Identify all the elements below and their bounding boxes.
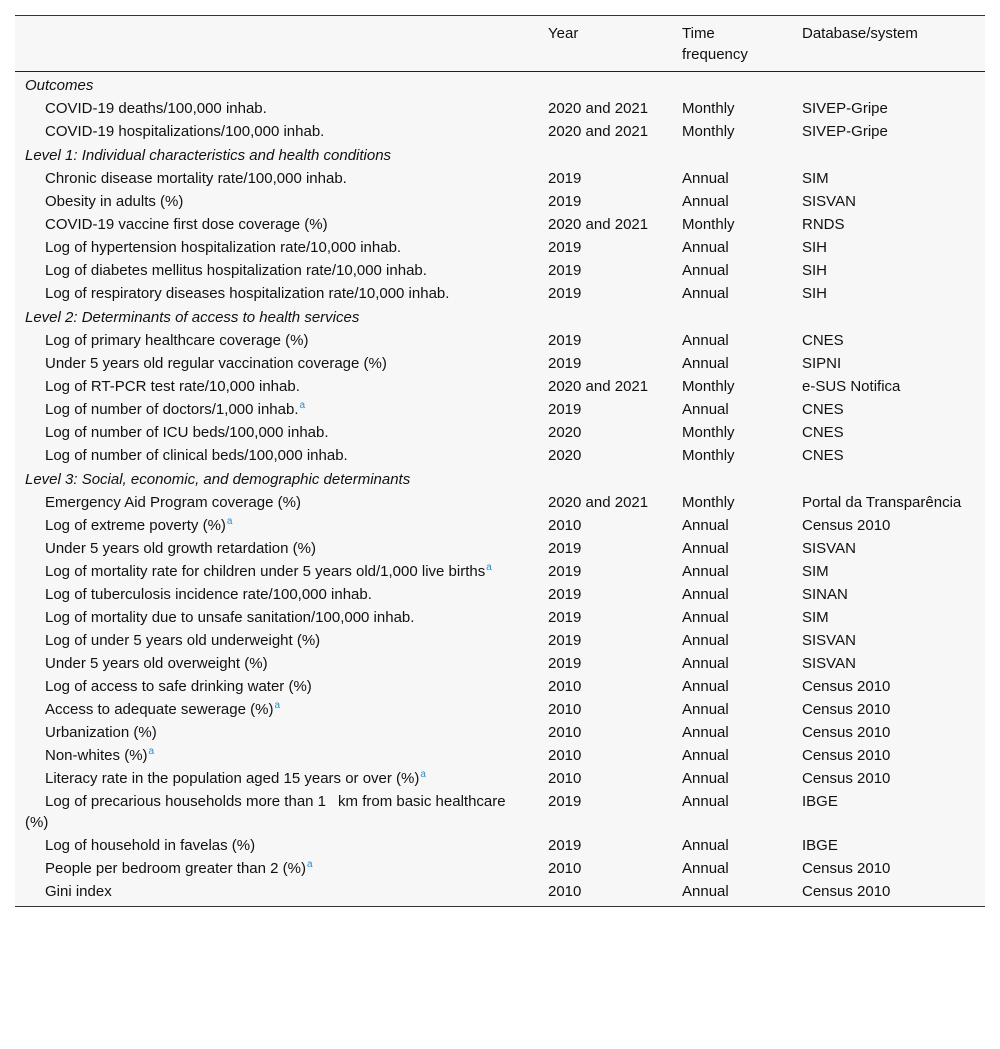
variable-name: Log of number of clinical beds/100,000 inhab. xyxy=(45,447,348,464)
variable-name: Log of mortality rate for children under 5 years old/1,000 live births xyxy=(45,563,486,580)
section-title: Outcomes xyxy=(25,77,94,94)
year-cell: 2020 and 2021 xyxy=(548,123,649,140)
database-cell: SIH xyxy=(802,262,828,279)
variable-name: Log of respiratory diseases hospitalization rate/10,000 inhab. xyxy=(45,285,450,302)
database-cell: Census 2010 xyxy=(802,678,891,695)
year-cell: 2019 xyxy=(548,193,582,210)
year-cell: 2010 xyxy=(548,860,582,877)
section-row xyxy=(15,467,985,491)
variable-cell xyxy=(15,560,538,583)
year-cell: 2019 xyxy=(548,837,582,854)
table-row xyxy=(15,514,985,537)
variable-cell xyxy=(15,537,538,560)
year-cell: 2019 xyxy=(548,332,582,349)
footnote-marker: a xyxy=(274,700,281,711)
frequency-cell: Annual xyxy=(682,285,729,302)
database-cell: SIM xyxy=(802,609,829,626)
database-cell: CNES xyxy=(802,424,844,441)
variable-name: Log of number of ICU beds/100,000 inhab. xyxy=(45,424,329,441)
year-cell: 2019 xyxy=(548,262,582,279)
variable-name: Obesity in adults (%) xyxy=(45,193,184,210)
table-row xyxy=(15,606,985,629)
table-row xyxy=(15,880,985,907)
frequency-cell: Annual xyxy=(682,517,729,534)
frequency-cell: Annual xyxy=(682,262,729,279)
variable-name: Log of diabetes mellitus hospitalization rate/10,000 inhab. xyxy=(45,262,427,279)
variable-cell xyxy=(15,514,538,537)
year-cell: 2020 and 2021 xyxy=(548,378,649,395)
variable-name: Under 5 years old overweight (%) xyxy=(45,655,268,672)
database-cell: Census 2010 xyxy=(802,883,891,900)
table-row xyxy=(15,190,985,213)
variable-name: Log of under 5 years old underweight (%) xyxy=(45,632,321,649)
database-cell: e-SUS Notifica xyxy=(802,378,901,395)
variable-name: Log of extreme poverty (%) xyxy=(45,517,226,534)
year-cell: 2010 xyxy=(548,770,582,787)
variable-name: COVID-19 hospitalizations/100,000 inhab. xyxy=(45,123,325,140)
year-cell: 2010 xyxy=(548,678,582,695)
frequency-cell: Monthly xyxy=(682,123,735,140)
variable-cell xyxy=(15,398,538,421)
frequency-cell: Annual xyxy=(682,355,729,372)
year-cell: 2019 xyxy=(548,586,582,603)
table-row xyxy=(15,120,985,143)
variable-cell xyxy=(15,721,538,744)
frequency-cell: Annual xyxy=(682,170,729,187)
database-cell: Census 2010 xyxy=(802,747,891,764)
variable-cell xyxy=(15,790,538,834)
database-cell: SISVAN xyxy=(802,193,856,210)
frequency-cell: Monthly xyxy=(682,100,735,117)
year-cell: 2019 xyxy=(548,563,582,580)
frequency-cell: Annual xyxy=(682,609,729,626)
year-cell: 2010 xyxy=(548,883,582,900)
header-database: Database/system xyxy=(802,25,918,42)
variable-cell xyxy=(15,652,538,675)
variable-cell xyxy=(15,767,538,790)
database-cell: SISVAN xyxy=(802,655,856,672)
year-cell: 2010 xyxy=(548,724,582,741)
variable-name: Log of tuberculosis incidence rate/100,000 inhab. xyxy=(45,586,372,603)
database-cell: SINAN xyxy=(802,586,848,603)
variable-name: Log of household in favelas (%) xyxy=(45,837,256,854)
variable-cell xyxy=(15,444,538,467)
table-row xyxy=(15,675,985,698)
variable-cell xyxy=(15,329,538,352)
year-cell: 2019 xyxy=(548,239,582,256)
frequency-cell: Monthly xyxy=(682,424,735,441)
frequency-cell: Monthly xyxy=(682,378,735,395)
year-cell: 2019 xyxy=(548,655,582,672)
footnote-marker: a xyxy=(299,400,306,411)
table-row xyxy=(15,491,985,514)
table-row xyxy=(15,259,985,282)
frequency-cell: Annual xyxy=(682,655,729,672)
database-cell: SIVEP-Gripe xyxy=(802,100,888,117)
database-cell: IBGE xyxy=(802,793,838,810)
frequency-cell: Annual xyxy=(682,678,729,695)
year-cell: 2019 xyxy=(548,285,582,302)
variable-cell xyxy=(15,213,538,236)
variable-name: Urbanization (%) xyxy=(45,724,157,741)
variable-cell xyxy=(15,421,538,444)
year-cell: 2020 xyxy=(548,447,582,464)
frequency-cell: Monthly xyxy=(682,447,735,464)
frequency-cell: Annual xyxy=(682,193,729,210)
variable-name: Log of primary healthcare coverage (%) xyxy=(45,332,309,349)
database-cell: Census 2010 xyxy=(802,770,891,787)
table-row xyxy=(15,652,985,675)
table-row xyxy=(15,352,985,375)
year-cell: 2010 xyxy=(548,517,582,534)
footnote-marker: a xyxy=(420,769,426,780)
variable-cell xyxy=(15,120,538,143)
frequency-cell: Annual xyxy=(682,860,729,877)
database-cell: SIH xyxy=(802,239,828,256)
year-cell: 2020 and 2021 xyxy=(548,494,649,511)
table-row xyxy=(15,790,985,834)
variable-cell xyxy=(15,880,538,907)
frequency-cell: Annual xyxy=(682,586,729,603)
database-cell: Census 2010 xyxy=(802,517,891,534)
variable-name: Log of hypertension hospitalization rate/10,000 inhab. xyxy=(45,239,402,256)
variable-name: Under 5 years old regular vaccination coverage (%) xyxy=(45,355,387,372)
table-row xyxy=(15,698,985,721)
table-row xyxy=(15,97,985,120)
database-cell: Portal da Transparência xyxy=(802,494,962,511)
variable-cell xyxy=(15,698,538,721)
table-row xyxy=(15,421,985,444)
year-cell: 2020 xyxy=(548,424,582,441)
table-row xyxy=(15,236,985,259)
data-sources-table xyxy=(15,15,985,907)
table-row xyxy=(15,560,985,583)
section-title: Level 1: Individual characteristics and health conditions xyxy=(25,147,392,164)
variable-name: Log of precarious households more than 1 km from basic healthcare (%) xyxy=(25,793,506,831)
variable-name: Non-whites (%) xyxy=(45,747,148,764)
database-cell: CNES xyxy=(802,401,844,418)
year-cell: 2019 xyxy=(548,632,582,649)
variable-cell xyxy=(15,491,538,514)
header-time-frequency: Time frequency xyxy=(682,25,748,63)
frequency-cell: Annual xyxy=(682,563,729,580)
variable-cell xyxy=(15,282,538,305)
section-row xyxy=(15,305,985,329)
year-cell: 2019 xyxy=(548,401,582,418)
frequency-cell: Annual xyxy=(682,632,729,649)
variable-cell xyxy=(15,857,538,880)
table-row xyxy=(15,857,985,880)
table-body xyxy=(15,72,985,907)
section-title: Level 3: Social, economic, and demographic determinants xyxy=(25,471,411,488)
frequency-cell: Annual xyxy=(682,701,729,718)
database-cell: Census 2010 xyxy=(802,860,891,877)
footnote-marker: a xyxy=(486,562,492,573)
variable-name: Literacy rate in the population aged 15 years or over (%) xyxy=(45,770,420,787)
table-row xyxy=(15,444,985,467)
variable-cell xyxy=(15,606,538,629)
variable-name: Chronic disease mortality rate/100,000 inhab. xyxy=(45,170,347,187)
variable-name: Emergency Aid Program coverage (%) xyxy=(45,494,301,511)
variable-name: Under 5 years old growth retardation (%) xyxy=(45,540,316,557)
variable-cell xyxy=(15,97,538,120)
data-sources-table-container xyxy=(15,15,985,907)
table-row xyxy=(15,767,985,790)
section-row xyxy=(15,143,985,167)
header-variable xyxy=(15,16,538,72)
database-cell: SIVEP-Gripe xyxy=(802,123,888,140)
database-cell: SISVAN xyxy=(802,632,856,649)
table-row xyxy=(15,537,985,560)
section-title: Level 2: Determinants of access to health services xyxy=(25,309,360,326)
variable-name: Log of number of doctors/1,000 inhab. xyxy=(45,401,299,418)
table-row xyxy=(15,583,985,606)
variable-name: COVID-19 vaccine first dose coverage (%) xyxy=(45,216,328,233)
frequency-cell: Annual xyxy=(682,332,729,349)
year-cell: 2010 xyxy=(548,701,582,718)
year-cell: 2019 xyxy=(548,170,582,187)
variable-cell xyxy=(15,834,538,857)
footnote-marker: a xyxy=(226,516,233,527)
database-cell: SIH xyxy=(802,285,828,302)
year-cell: 2020 and 2021 xyxy=(548,100,649,117)
variable-cell xyxy=(15,352,538,375)
database-cell: SISVAN xyxy=(802,540,856,557)
variable-name: Gini index xyxy=(45,883,112,900)
frequency-cell: Annual xyxy=(682,837,729,854)
table-row xyxy=(15,167,985,190)
table-row xyxy=(15,629,985,652)
database-cell: SIM xyxy=(802,170,829,187)
database-cell: SIM xyxy=(802,563,829,580)
database-cell: Census 2010 xyxy=(802,701,891,718)
database-cell: CNES xyxy=(802,447,844,464)
header-row xyxy=(15,16,985,72)
year-cell: 2019 xyxy=(548,540,582,557)
year-cell: 2010 xyxy=(548,747,582,764)
frequency-cell: Annual xyxy=(682,883,729,900)
variable-name: COVID-19 deaths/100,000 inhab. xyxy=(45,100,267,117)
variable-cell xyxy=(15,236,538,259)
variable-name: Access to adequate sewerage (%) xyxy=(45,701,274,718)
year-cell: 2019 xyxy=(548,793,582,810)
footnote-marker: a xyxy=(306,859,313,870)
header-year: Year xyxy=(548,25,579,42)
table-row xyxy=(15,744,985,767)
frequency-cell: Monthly xyxy=(682,494,735,511)
database-cell: CNES xyxy=(802,332,844,349)
frequency-cell: Annual xyxy=(682,540,729,557)
variable-cell xyxy=(15,675,538,698)
database-cell: RNDS xyxy=(802,216,845,233)
variable-name: Log of mortality due to unsafe sanitation/100,000 inhab. xyxy=(45,609,415,626)
variable-name: Log of access to safe drinking water (%) xyxy=(45,678,312,695)
variable-cell xyxy=(15,744,538,767)
frequency-cell: Annual xyxy=(682,793,729,810)
year-cell: 2020 and 2021 xyxy=(548,216,649,233)
table-row xyxy=(15,282,985,305)
database-cell: Census 2010 xyxy=(802,724,891,741)
variable-cell xyxy=(15,375,538,398)
database-cell: SIPNI xyxy=(802,355,842,372)
year-cell: 2019 xyxy=(548,355,582,372)
variable-name: Log of RT-PCR test rate/10,000 inhab. xyxy=(45,378,300,395)
variable-cell xyxy=(15,167,538,190)
table-row xyxy=(15,329,985,352)
database-cell: IBGE xyxy=(802,837,838,854)
variable-cell xyxy=(15,629,538,652)
variable-cell xyxy=(15,190,538,213)
table-row xyxy=(15,721,985,744)
frequency-cell: Monthly xyxy=(682,216,735,233)
table-row xyxy=(15,375,985,398)
variable-cell xyxy=(15,259,538,282)
frequency-cell: Annual xyxy=(682,770,729,787)
section-row xyxy=(15,72,985,98)
table-row xyxy=(15,398,985,421)
frequency-cell: Annual xyxy=(682,724,729,741)
frequency-cell: Annual xyxy=(682,747,729,764)
table-row xyxy=(15,213,985,236)
table-header xyxy=(15,16,985,72)
variable-name: People per bedroom greater than 2 (%) xyxy=(45,860,306,877)
frequency-cell: Annual xyxy=(682,239,729,256)
year-cell: 2019 xyxy=(548,609,582,626)
frequency-cell: Annual xyxy=(682,401,729,418)
footnote-marker: a xyxy=(148,746,155,757)
variable-cell xyxy=(15,583,538,606)
table-row xyxy=(15,834,985,857)
